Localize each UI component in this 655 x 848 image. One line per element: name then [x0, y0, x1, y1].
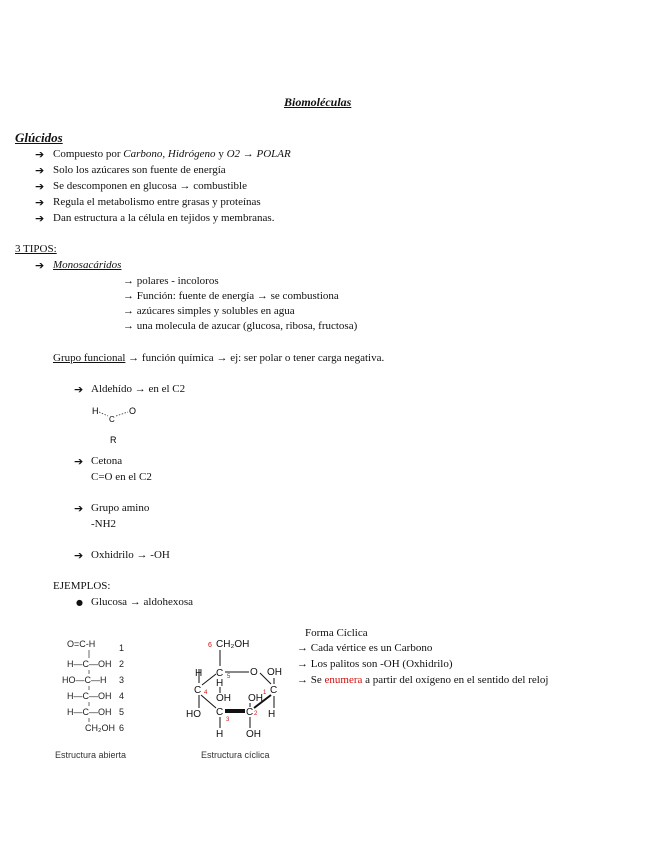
amino-sub: -NH2: [91, 518, 117, 530]
atom-c: C: [216, 707, 224, 718]
carbon-number: 2: [254, 711, 258, 717]
carbon-number: 2: [119, 659, 125, 669]
carbon-number: 5: [227, 674, 231, 680]
bullet-text: y: [215, 148, 227, 160]
carbon-number: 6: [119, 723, 125, 733]
bullet-italic: O2: [226, 148, 241, 160]
carbon-number: 5: [119, 707, 125, 717]
atom-oh: OH: [246, 729, 261, 740]
arrow-bullet-icon: ➔: [74, 502, 84, 515]
cetona-sub: C=O en el C2: [91, 471, 152, 483]
atom-o: O: [129, 406, 137, 416]
open-structure-caption: Estructura abierta: [55, 750, 127, 760]
bond-line: [116, 412, 128, 416]
bullet-item: Dan estructura a la célula en tejidos y membranas.: [53, 212, 275, 224]
mono-prop: → Función: fuente de energía → se combustiona: [123, 290, 339, 302]
atom-oh: OH: [248, 693, 263, 704]
bond-line: [201, 695, 216, 708]
open-row: CH₂OH: [85, 723, 115, 733]
note-text: → Se: [297, 674, 325, 686]
cyclic-note: → Los palitos son -OH (Oxhidrilo): [297, 658, 453, 670]
cyclic-note: → Cada vértice es un Carbono: [297, 642, 433, 654]
atom-oh: OH: [267, 667, 282, 678]
cyclic-structure-caption: Estructura cíclica: [201, 750, 270, 760]
atom-c: C: [246, 707, 254, 718]
atom-h: H: [216, 678, 224, 689]
bullet-item: Regula el metabolismo entre grasas y proteínas: [53, 196, 261, 208]
atom-ho: HO: [186, 709, 201, 720]
atom-h: H: [195, 668, 203, 679]
page-title: Biomoléculas: [284, 95, 352, 109]
forma-ciclica-label: Forma Cíclica: [305, 627, 368, 639]
arrow-bullet-icon: ➔: [35, 148, 45, 161]
aldehido-structure: [88, 402, 148, 446]
note-highlight: enumera: [324, 674, 363, 686]
open-row: HO—C—H: [62, 675, 107, 685]
open-structure-diagram: [55, 636, 145, 760]
bullet-item: Solo los azúcares son fuente de energía: [53, 164, 226, 176]
amino-item: Grupo amino: [91, 502, 150, 514]
open-row: H—C—OH: [67, 659, 112, 669]
arrow-bullet-icon: ➔: [35, 259, 45, 272]
atom-r: R: [110, 435, 117, 445]
atom-c: C: [216, 668, 224, 679]
carbon-number: 6: [208, 642, 212, 649]
arrow-bullet-icon: ➔: [74, 549, 84, 562]
grupo-funcional-text: → función química → ej: ser polar o tener carga negativa.: [125, 352, 385, 364]
ejemplos-label: EJEMPLOS:: [53, 580, 111, 592]
arrow-bullet-icon: ➔: [35, 180, 45, 193]
atom-h: H: [268, 709, 276, 720]
carbon-number: 1: [119, 643, 125, 653]
bullet-text: Compuesto por: [53, 148, 124, 160]
open-row: O=C-H: [67, 639, 96, 649]
carbon-number: 3: [226, 717, 230, 723]
carbon-number: 4: [119, 691, 125, 701]
arrow-bullet-icon: ➔: [74, 455, 84, 468]
open-row: H—C—OH: [67, 691, 112, 701]
bond-line: [99, 412, 108, 416]
carbon-number: 1: [263, 690, 267, 696]
atom-h: H: [216, 729, 224, 740]
grupo-funcional-line: [53, 352, 384, 365]
mono-prop: → una molecula de azucar (glucosa, ribosa, fructosa): [123, 320, 358, 332]
mono-prop: → azúcares simples y solubles en agua: [123, 305, 295, 317]
note-text: a partir del oxígeno en el sentido del reloj: [362, 674, 549, 686]
arrow-bullet-icon: ➔: [74, 383, 84, 396]
ring-oxygen: O: [250, 667, 258, 678]
arrow-bullet-icon: ➔: [35, 212, 45, 225]
atom-c: C: [109, 415, 115, 424]
aldehido-item: Aldehído → en el C2: [91, 383, 186, 395]
glucosa-item: Glucosa → aldohexosa: [91, 596, 194, 608]
bullet-italic: Carbono, Hidrógeno: [123, 148, 216, 160]
cetona-item: Cetona: [91, 455, 123, 467]
atom-oh: OH: [216, 693, 231, 704]
bullet-dot-icon: ●: [76, 598, 83, 607]
monosacaridos-label: Monosacáridos: [53, 259, 122, 271]
ch2oh-label: CH₂OH: [216, 639, 250, 650]
open-row: H—C—OH: [67, 707, 112, 717]
section-heading: Glúcidos: [15, 130, 63, 145]
arrow-bullet-icon: ➔: [35, 164, 45, 177]
carbon-number: 3: [119, 675, 125, 685]
grupo-funcional-label: Grupo funcional: [53, 352, 126, 364]
atom-c: C: [270, 685, 278, 696]
mono-prop: → polares - incoloros: [123, 275, 219, 287]
atom-c: C: [194, 685, 202, 696]
carbon-number: 4: [204, 690, 208, 696]
atom-h: H: [92, 406, 99, 416]
arrow-bullet-icon: ➔: [35, 196, 45, 209]
oxhidrilo-item: Oxhidrilo → -OH: [91, 549, 170, 561]
cyclic-structure-diagram: [183, 634, 295, 762]
tipos-label: 3 TIPOS:: [15, 243, 57, 255]
bullet-italic: → POLAR: [240, 148, 291, 160]
bullet-item: [53, 148, 291, 161]
bond-line: [202, 674, 216, 685]
bullet-item: Se descomponen en glucosa → combustible: [53, 180, 247, 192]
cyclic-note: [297, 674, 548, 687]
